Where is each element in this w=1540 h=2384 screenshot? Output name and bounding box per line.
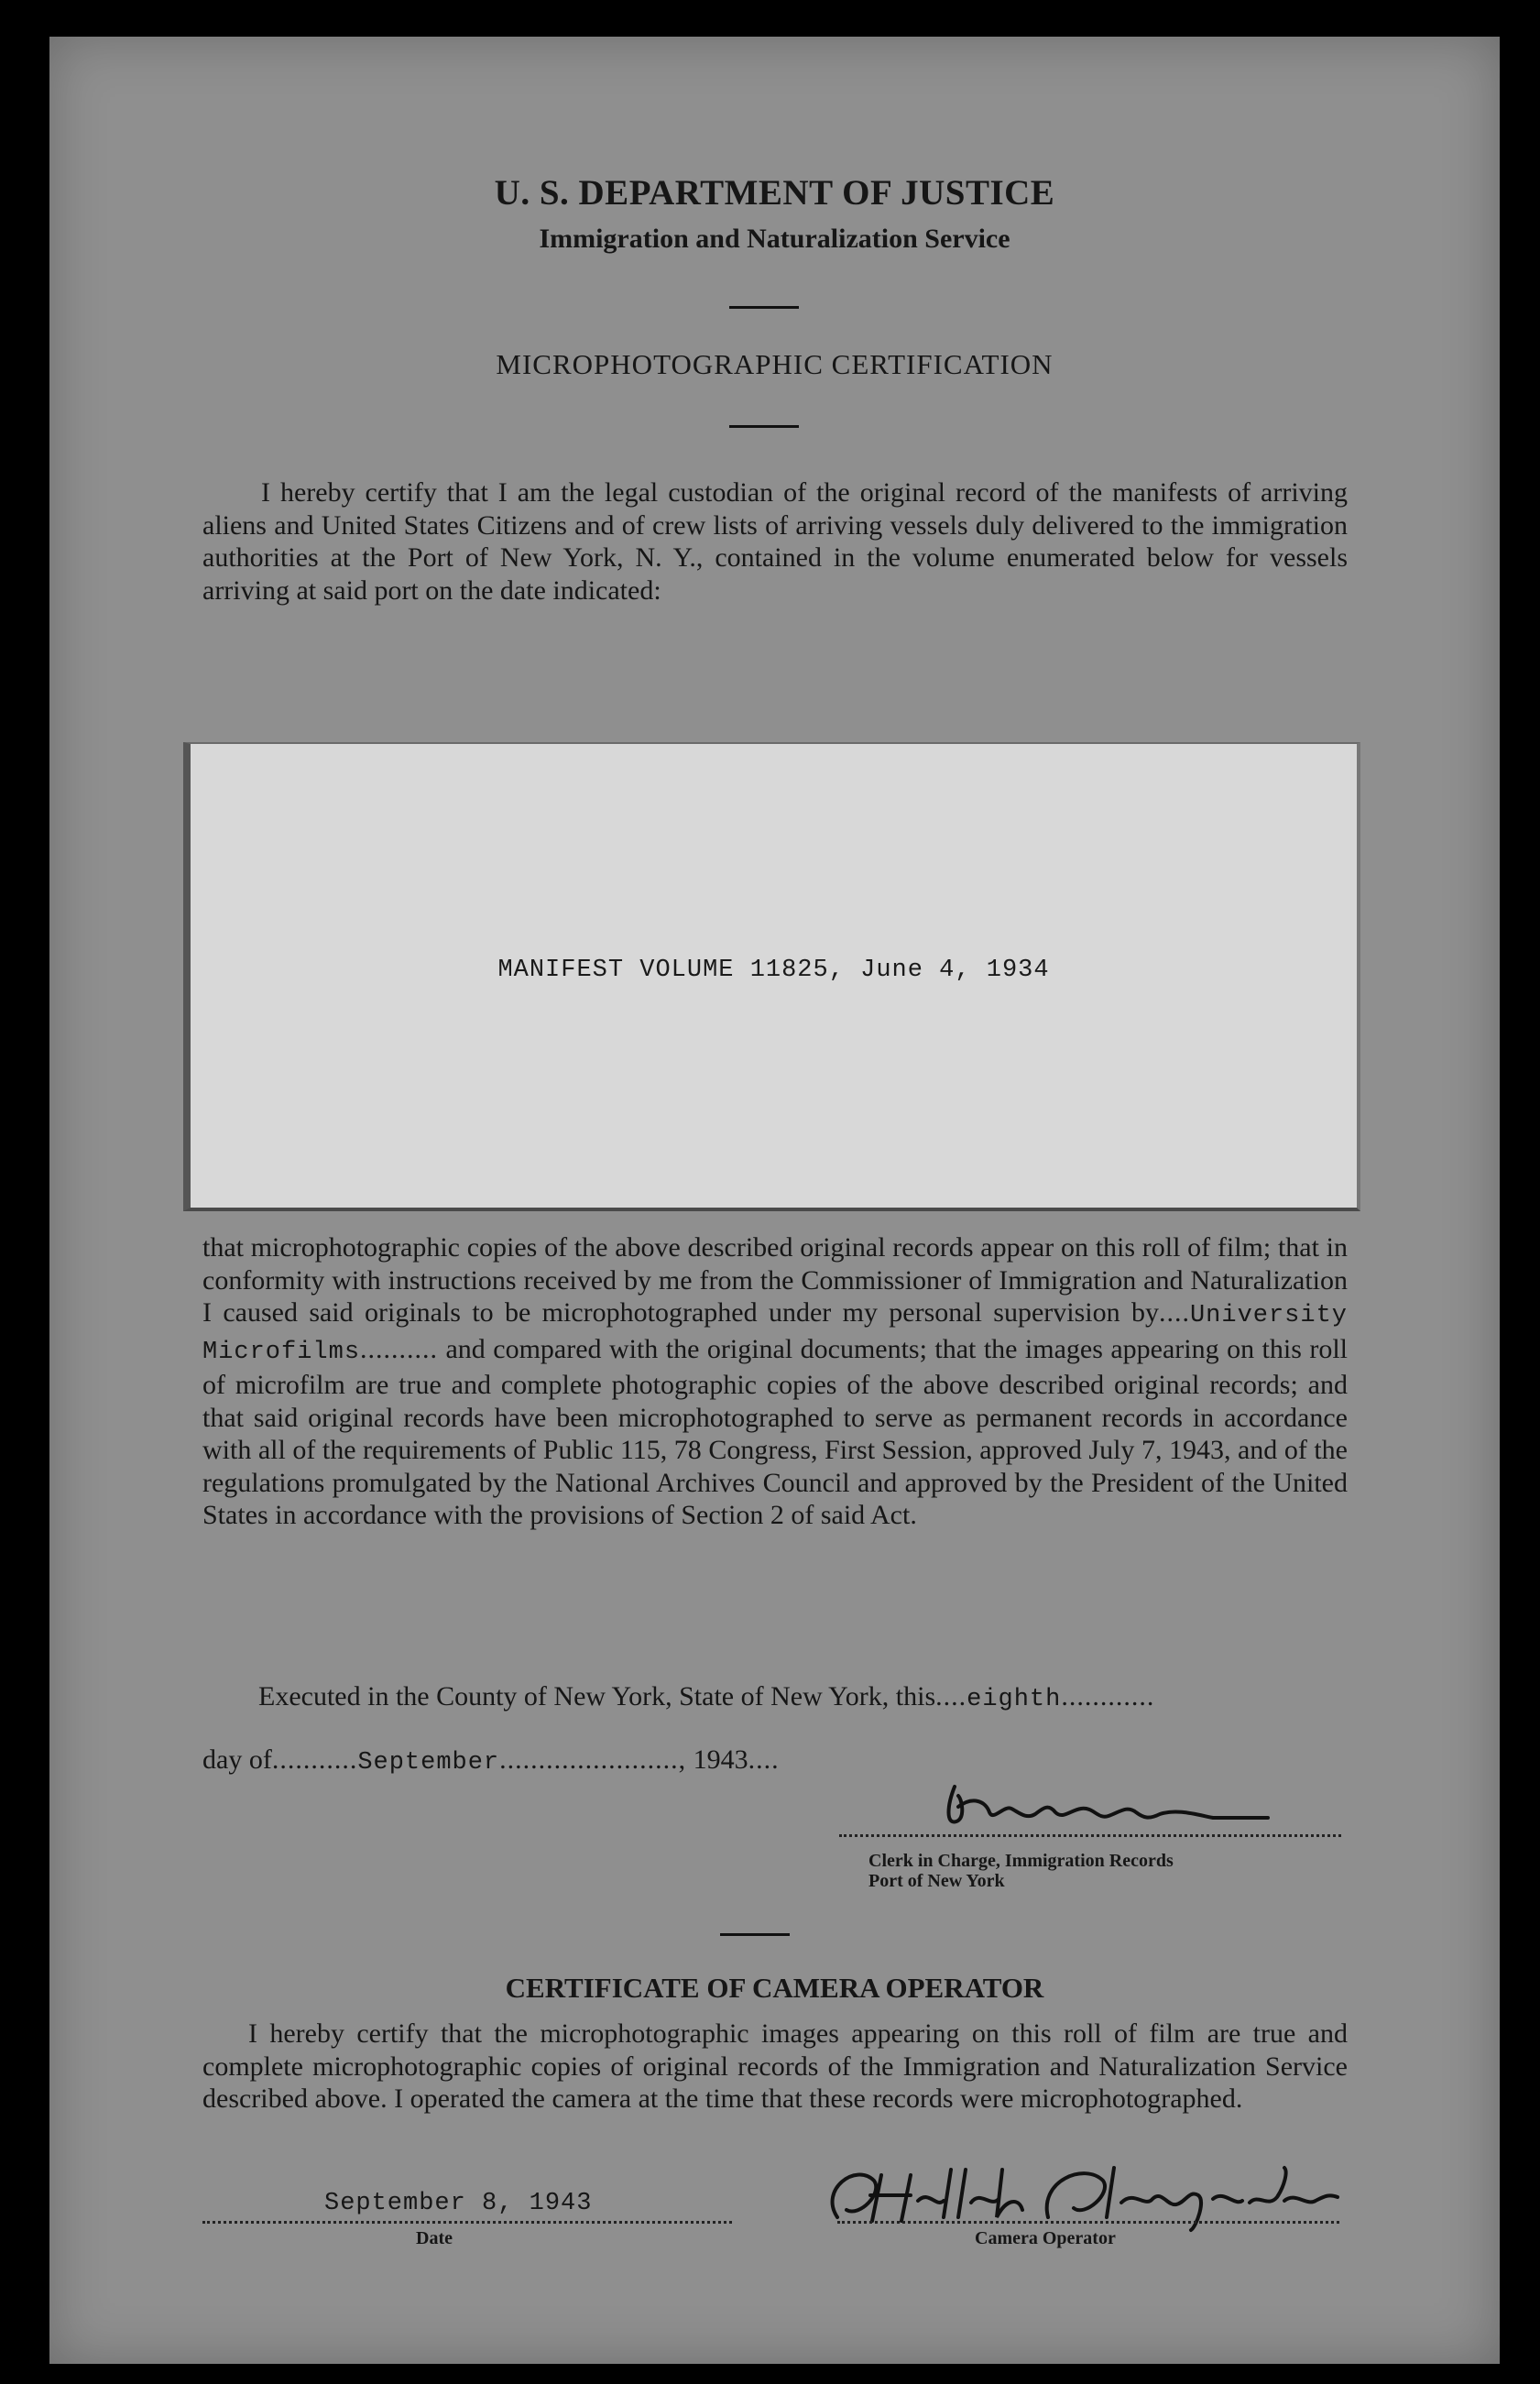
fill-dots: ........... xyxy=(271,1744,358,1775)
fill-dots: .... xyxy=(1158,1297,1190,1328)
typed-day: eighth xyxy=(967,1686,1062,1713)
fill-dots: .... xyxy=(935,1681,967,1711)
date-line xyxy=(202,2221,732,2224)
fill-dots: ............ xyxy=(1061,1681,1155,1711)
typed-company-name: University Microfilms xyxy=(202,1302,1348,1366)
typed-month: September xyxy=(357,1749,500,1777)
date-label: Date xyxy=(416,2228,453,2248)
certification-body-part1: that microphotographic copies of the above described original records appear on this roll of film; that in conformity with instructions received by me from the Commissioner of Immigration and Naturalization I caused said originals to be microphotographed under my personal supervision by xyxy=(202,1232,1348,1328)
document-page xyxy=(49,37,1500,2364)
operator-statement: I hereby certify that the microphotographic images appearing on this roll of film are true and complete microphotographic copies of original records of the Immigration and Naturalization Service described above. I operated the camera at the time that these records were microphotographed. xyxy=(202,2018,1348,2114)
clerk-signature-line xyxy=(839,1834,1341,1837)
day-of-prefix: day of xyxy=(202,1744,272,1775)
service-subheading: Immigration and Naturalization Service xyxy=(539,224,1010,254)
divider xyxy=(729,425,799,428)
camera-operator-line xyxy=(837,2221,1339,2224)
manifest-card xyxy=(183,742,1360,1211)
operator-certificate-title: CERTIFICATE OF CAMERA OPERATOR xyxy=(505,1972,1044,2004)
clerk-title: Clerk in Charge, Immigration Records xyxy=(868,1851,1174,1871)
operator-date xyxy=(324,2185,592,2217)
fill-dots: ......................., xyxy=(499,1744,687,1775)
custodian-statement: I hereby certify that I am the legal custodian of the original record of the manifests of arriving aliens and United States Citizens and of crew lists of arriving vessels duly delivered to the immigration authorities at the Port of New York, N. Y., contained in the volume enumerated below for vessels arriving at said port on the date indicated: xyxy=(202,477,1348,606)
executed-prefix: Executed in the County of New York, State of New York, this xyxy=(258,1681,936,1711)
typed-date: September 8, 1943 xyxy=(324,2190,593,2217)
clerk-signature xyxy=(901,1768,1341,1842)
fill-dots: .... xyxy=(748,1744,780,1775)
clerk-office: Port of New York xyxy=(868,1871,1005,1891)
executed-line xyxy=(258,1681,1154,1713)
manifest-volume-text: MANIFEST VOLUME 11825, June 4, 1934 xyxy=(497,957,1050,984)
department-heading: U. S. DEPARTMENT OF JUSTICE xyxy=(494,173,1055,213)
year: 1943 xyxy=(693,1744,748,1775)
divider xyxy=(720,1933,790,1936)
certification-title: MICROPHOTOGRAPHIC CERTIFICATION xyxy=(496,348,1054,380)
certification-body-part2: and compared with the original documents; that the images appearing on this roll of microfilm are true and complete photographic copies of the above described original records; and that said original records have been microphotographed to serve as permanent records in accordance with all of the requirements of Public 115, 78 Congress, First Session, approved July 7, 1943, and of the regulations promulgated by the National Archives Council and approved by the President of the United States in accordance with the provisions of Section 2 of said Act. xyxy=(202,1333,1348,1530)
day-of-line xyxy=(202,1744,780,1777)
certification-body xyxy=(202,1231,1348,1532)
divider xyxy=(729,306,799,309)
camera-operator-label: Camera Operator xyxy=(975,2228,1116,2248)
fill-dots: .......... xyxy=(360,1333,439,1364)
